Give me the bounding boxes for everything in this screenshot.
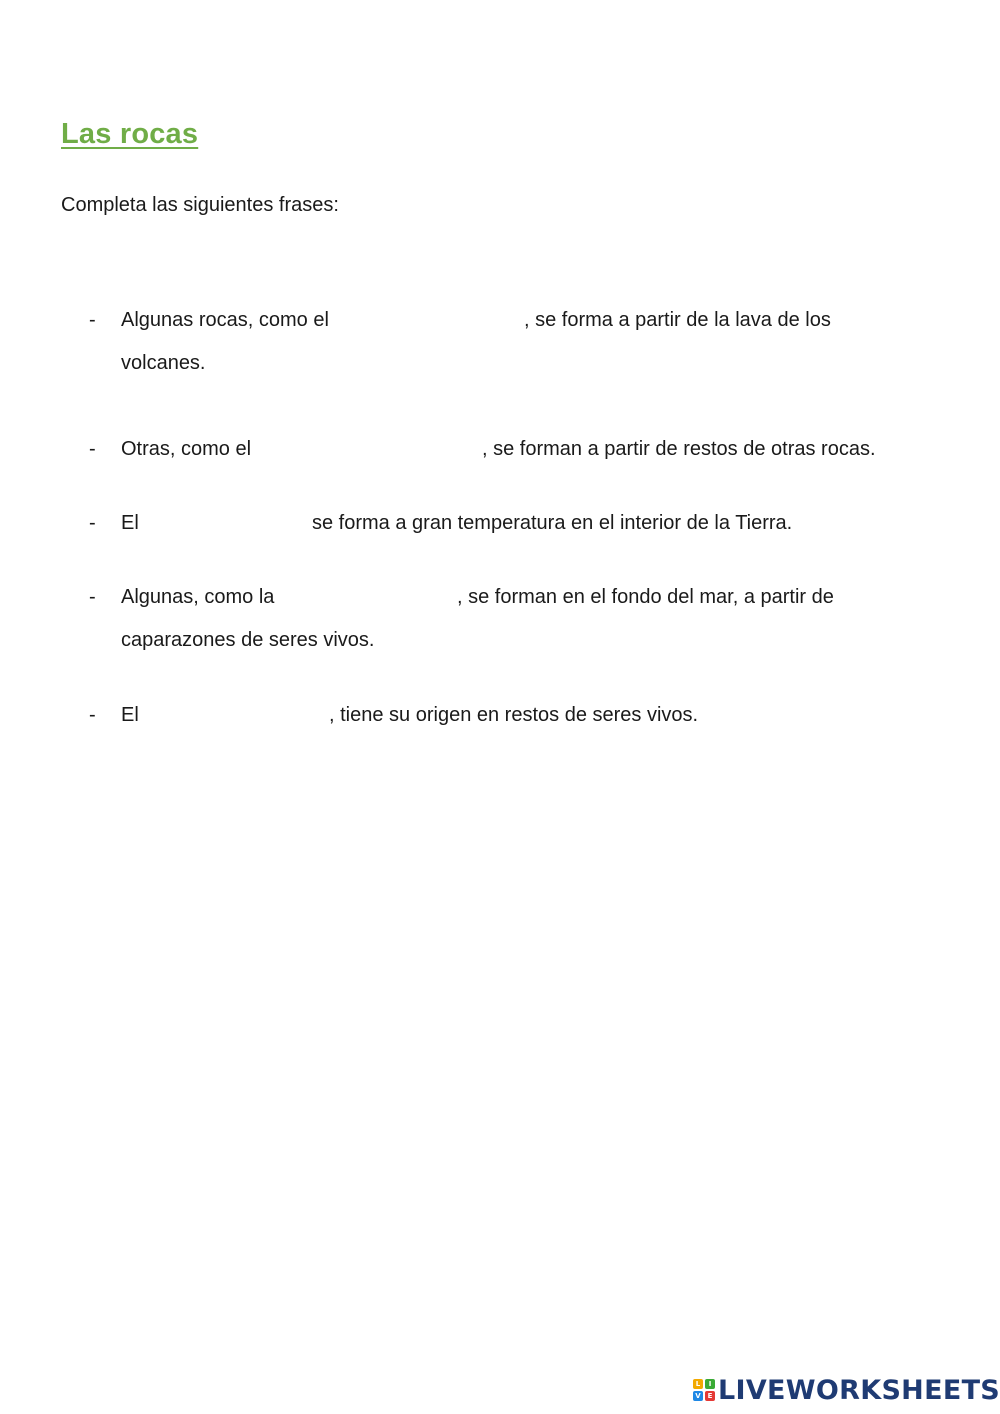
list-item <box>0 305 1000 335</box>
logo-icon-tile: E <box>705 1391 715 1401</box>
list-item <box>0 582 1000 612</box>
sentence-end: , se forman a partir de restos de otras rocas. <box>482 438 876 460</box>
answer-blank-4[interactable] <box>287 583 453 611</box>
logo-wordmark: LIVEWORKSHEETS <box>718 1374 1000 1406</box>
list-dash: - <box>89 309 96 331</box>
answer-blank-3[interactable] <box>140 509 308 537</box>
sentence-end: , tiene su origen en restos de seres vivos. <box>329 704 699 726</box>
list-item-continuation <box>0 348 1000 378</box>
sentence-start: Algunas, como la <box>121 586 275 608</box>
answer-blank-5[interactable] <box>140 701 326 729</box>
list-dash: - <box>89 704 96 726</box>
logo-icon-tile: V <box>693 1391 703 1401</box>
sentence-end: , se forma a partir de la lava de los <box>524 309 831 331</box>
page-title: Las rocas <box>61 118 199 150</box>
sentence-end: , se forman en el fondo del mar, a partir de <box>457 586 834 608</box>
sentence-end: se forma a gran temperatura en el interior de la Tierra. <box>312 512 793 534</box>
list-item <box>0 508 1000 538</box>
sentence-start: El <box>121 512 139 534</box>
logo-icon-tile: I <box>705 1379 715 1389</box>
answer-blank-2[interactable] <box>263 435 479 463</box>
logo-icon-tile: L <box>693 1379 703 1389</box>
list-item-continuation <box>0 625 1000 655</box>
list-dash: - <box>89 438 96 460</box>
list-item <box>0 434 1000 464</box>
sentence-start: Otras, como el <box>121 438 252 460</box>
liveworksheets-logo-icon <box>693 1379 715 1401</box>
sentence-start: El <box>121 704 139 726</box>
list-dash: - <box>89 586 96 608</box>
list-dash: - <box>89 512 96 534</box>
sentence-continuation: volcanes. <box>121 352 206 374</box>
sentence-start: Algunas rocas, como el <box>121 309 329 331</box>
instructions: Completa las siguientes frases: <box>61 194 339 216</box>
list-item <box>0 700 1000 730</box>
liveworksheets-logo <box>693 1374 1000 1406</box>
answer-blank-1[interactable] <box>343 306 521 334</box>
sentence-continuation: caparazones de seres vivos. <box>121 629 375 651</box>
